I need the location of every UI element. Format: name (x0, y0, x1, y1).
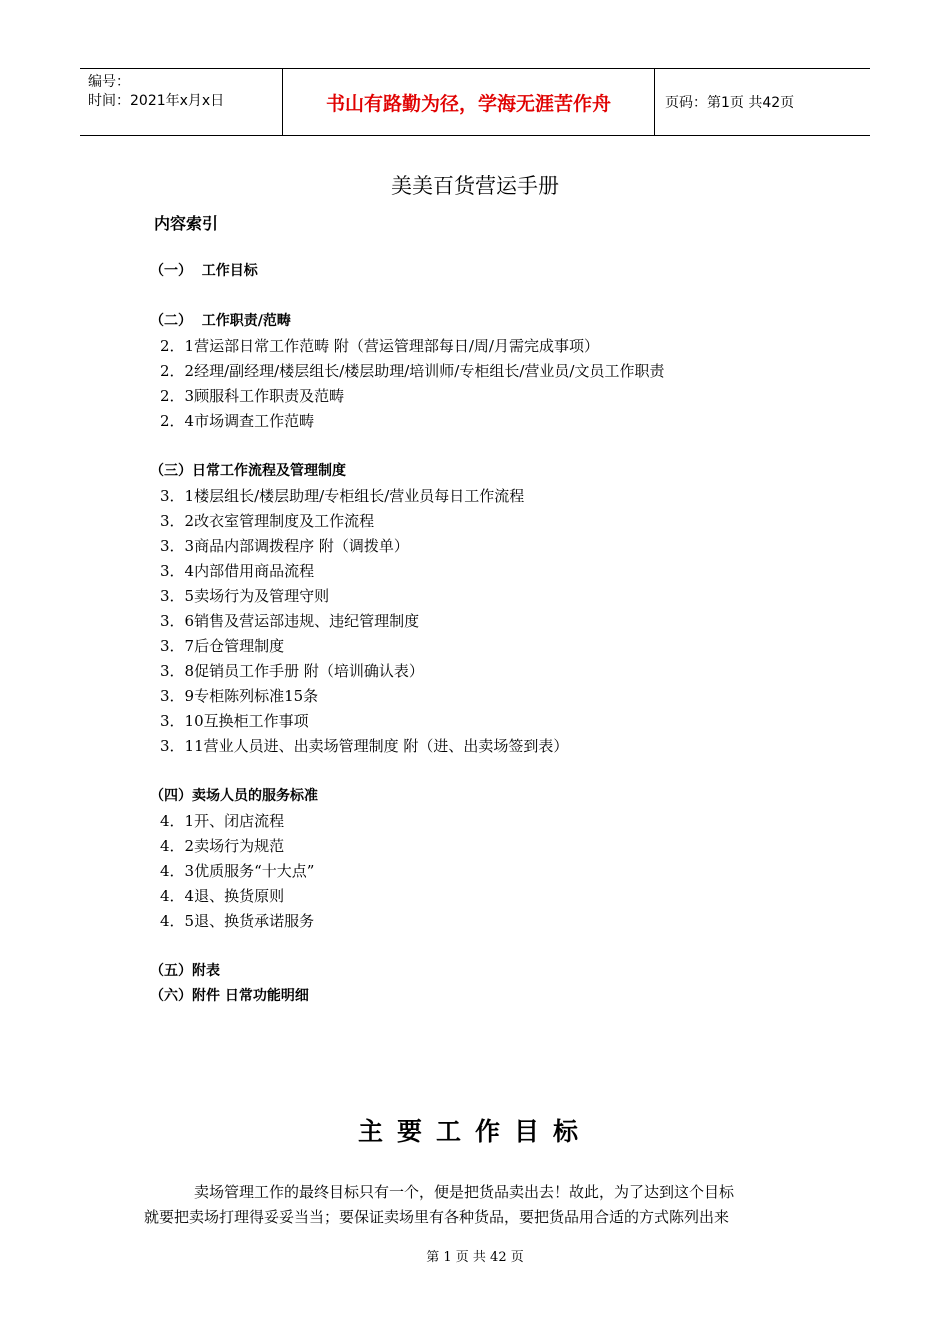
toc-item: 3．7后仓管理制度 (160, 637, 285, 655)
header-motto: 书山有路勤为径，学海无涯苦作舟 (325, 92, 611, 115)
index-title: 内容索引 (154, 214, 219, 233)
toc-item: 4．5退、换货承诺服务 (160, 912, 315, 930)
toc-item: 3．4内部借用商品流程 (160, 562, 315, 580)
toc-item: 3．8促销员工作手册 附（培训确认表） (160, 662, 424, 680)
toc-item: 4．1开、闭店流程 (160, 812, 285, 830)
toc-section-heading: （一） 工作目标 (150, 263, 258, 279)
section-title: 主要工作目标 (357, 1117, 592, 1146)
document-title: 美美百货营运手册 (391, 174, 559, 198)
paragraph-line: 卖场管理工作的最终目标只有一个，便是把货品卖出去！故此，为了达到这个目标 (194, 1183, 735, 1201)
header-motto-cell (282, 69, 655, 135)
toc-item: 4．3优质服务“十大点” (160, 862, 315, 880)
toc-item: 4．2卖场行为规范 (160, 837, 285, 855)
table-of-contents (150, 259, 870, 1009)
toc-item: 3．3商品内部调拨程序 附（调拨单） (160, 537, 409, 555)
toc-section-heading: （四）卖场人员的服务标准 (150, 788, 318, 804)
toc-item: 3．9专柜陈列标准15条 (160, 687, 319, 705)
header-meta (80, 69, 282, 135)
toc-item: 2．1营运部日常工作范畴 附（营运管理部每日/周/月需完成事项） (160, 337, 599, 355)
toc-appendix-heading: （五）附表 (150, 963, 220, 979)
toc-item: 3．5卖场行为及管理守则 (160, 587, 330, 605)
header-serial: 编号： (88, 74, 130, 90)
toc-item: 3．2改衣室管理制度及工作流程 (160, 512, 375, 530)
header-date: 时间：2021年x月x日 (88, 93, 225, 109)
page-header (80, 68, 870, 136)
toc-section-heading: （二） 工作职责/范畴 (150, 313, 291, 329)
toc-item: 3．10互换柜工作事项 (160, 712, 309, 730)
toc-item: 3．1楼层组长/楼层助理/专柜组长/营业员每日工作流程 (160, 487, 525, 505)
toc-item: 3．6销售及营运部违规、违纪管理制度 (160, 612, 420, 630)
header-page-info: 页码：第1页 共42页 (665, 95, 795, 111)
body-paragraph (144, 1180, 824, 1230)
toc-item: 3．11营业人员进、出卖场管理制度 附（进、出卖场签到表） (160, 737, 569, 755)
toc-item: 2．3顾服科工作职责及范畴 (160, 387, 345, 405)
toc-item: 2．2经理/副经理/楼层组长/楼层助理/培训师/专柜组长/营业员/文员工作职责 (160, 362, 665, 380)
page-footer: 第 1 页 共 42 页 (426, 1250, 524, 1265)
paragraph-line: 就要把卖场打理得妥妥当当；要保证卖场里有各种货品，要把货品用合适的方式陈列出来 (144, 1208, 730, 1226)
toc-item: 2．4市场调查工作范畴 (160, 412, 315, 430)
toc-appendix-heading: （六）附件 日常功能明细 (150, 988, 309, 1004)
toc-section-heading: （三）日常工作流程及管理制度 (150, 463, 346, 479)
toc-item: 4．4退、换货原则 (160, 887, 285, 905)
